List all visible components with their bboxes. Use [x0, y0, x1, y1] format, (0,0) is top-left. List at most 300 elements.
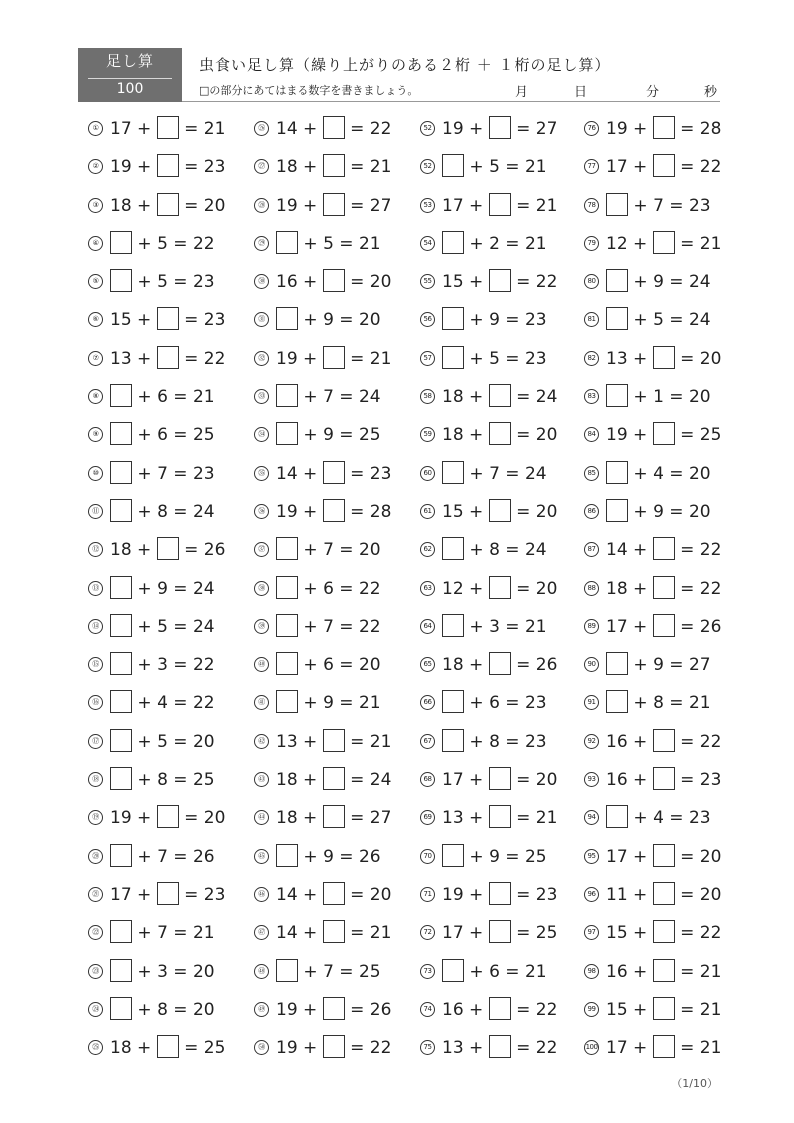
addend-value: 15 [442, 501, 464, 522]
equation: + 8 = 24 [110, 499, 215, 524]
answer-box[interactable] [606, 384, 628, 407]
problem-number: ⑪ [88, 504, 103, 519]
answer-box[interactable] [110, 461, 132, 484]
sum-value: 20 [203, 808, 226, 829]
answer-box[interactable] [653, 537, 675, 560]
problem-number: 60 [420, 466, 435, 481]
sum-value: 21 [699, 999, 722, 1020]
addend-value: 16 [606, 731, 628, 752]
problem-number: 94 [584, 810, 599, 825]
sum-value: 26 [203, 540, 226, 561]
equation: + 7 = 22 [276, 614, 381, 639]
equation: + 5 = 20 [110, 729, 215, 754]
equation: 17 + = 21 [442, 193, 557, 218]
answer-box[interactable] [489, 805, 511, 828]
problem-number: 84 [584, 427, 599, 442]
equation: + 6 = 21 [442, 959, 547, 984]
answer-box[interactable] [323, 767, 345, 790]
badge-divider [88, 78, 172, 79]
answer-box[interactable] [110, 652, 132, 675]
sum-value: 24 [524, 463, 547, 484]
second-label: 秒 [704, 85, 718, 100]
problem-number: 99 [584, 1002, 599, 1017]
addend-value: 9 [489, 310, 500, 331]
sum-value: 25 [192, 770, 215, 791]
problem-item [582, 151, 742, 189]
problem-number: 65 [420, 657, 435, 672]
problem-number: 93 [584, 772, 599, 787]
sum-value: 20 [688, 501, 711, 522]
answer-box[interactable] [157, 346, 179, 369]
problem-number: 52 [420, 159, 435, 174]
answer-box[interactable] [110, 920, 132, 943]
sum-value: 21 [699, 233, 722, 254]
problem-item [582, 190, 742, 228]
problem-number: 90 [584, 657, 599, 672]
answer-box[interactable] [276, 652, 298, 675]
equation: 18 + = 26 [110, 537, 225, 562]
equation: 12 + = 20 [442, 576, 557, 601]
answer-box[interactable] [323, 499, 345, 522]
answer-box[interactable] [442, 614, 464, 637]
equation: 14 + = 22 [276, 116, 391, 141]
answer-box[interactable] [653, 844, 675, 867]
answer-box[interactable] [157, 193, 179, 216]
problem-item [252, 879, 412, 917]
answer-box[interactable] [110, 690, 132, 713]
problem-number: ⑥ [88, 312, 103, 327]
answer-box[interactable] [323, 346, 345, 369]
sum-value: 23 [524, 310, 547, 331]
addend-value: 8 [653, 693, 664, 714]
worksheet-header [78, 48, 720, 102]
answer-box[interactable] [323, 729, 345, 752]
answer-box[interactable] [653, 614, 675, 637]
answer-box[interactable] [110, 959, 132, 982]
answer-box[interactable] [323, 193, 345, 216]
problem-number: ㊽ [254, 964, 269, 979]
addend-value: 3 [489, 616, 500, 637]
equation: 19 + = 23 [110, 154, 225, 179]
answer-box[interactable] [323, 154, 345, 177]
equation: + 5 = 21 [442, 154, 547, 179]
answer-box[interactable] [653, 346, 675, 369]
equation: 18 + = 21 [276, 154, 391, 179]
answer-box[interactable] [606, 499, 628, 522]
answer-box[interactable] [653, 231, 675, 254]
answer-box[interactable] [653, 576, 675, 599]
answer-box[interactable] [323, 116, 345, 139]
equation: + 9 = 24 [606, 269, 711, 294]
problem-column-3 [418, 113, 578, 1070]
answer-box[interactable] [276, 690, 298, 713]
answer-box[interactable] [323, 997, 345, 1020]
category-badge [78, 48, 182, 102]
problem-item [86, 687, 246, 725]
answer-box[interactable] [442, 844, 464, 867]
answer-box[interactable] [276, 231, 298, 254]
answer-box[interactable] [110, 231, 132, 254]
answer-box[interactable] [157, 1035, 179, 1058]
equation: 14 + = 22 [606, 537, 721, 562]
problem-number: ⑤ [88, 274, 103, 289]
answer-box[interactable] [276, 422, 298, 445]
problem-number: ㊴ [254, 619, 269, 634]
month-label: 月 [515, 85, 529, 100]
sum-value: 21 [358, 233, 381, 254]
problem-number: 55 [420, 274, 435, 289]
addend-value: 13 [442, 808, 464, 829]
answer-box[interactable] [157, 805, 179, 828]
sum-value: 24 [535, 387, 558, 408]
sum-value: 21 [369, 731, 392, 752]
addend-value: 18 [442, 655, 464, 676]
answer-box[interactable] [110, 422, 132, 445]
answer-box[interactable] [110, 614, 132, 637]
problem-item [582, 304, 742, 342]
addend-value: 16 [606, 961, 628, 982]
problem-item [86, 228, 246, 266]
answer-box[interactable] [442, 346, 464, 369]
problem-item [252, 1032, 412, 1070]
problem-number: 79 [584, 236, 599, 251]
answer-box[interactable] [442, 231, 464, 254]
answer-box[interactable] [442, 959, 464, 982]
answer-box[interactable] [653, 882, 675, 905]
problem-number: ㊹ [254, 810, 269, 825]
problem-item [582, 343, 742, 381]
equation: 19 + = 23 [442, 882, 557, 907]
sum-value: 22 [535, 1038, 558, 1059]
problem-item [86, 841, 246, 879]
sum-value: 23 [203, 157, 226, 178]
problem-number: 54 [420, 236, 435, 251]
sum-value: 21 [699, 961, 722, 982]
problem-number: ㉗ [254, 159, 269, 174]
answer-box[interactable] [606, 652, 628, 675]
problem-item [418, 649, 578, 687]
sum-value: 28 [699, 119, 722, 139]
answer-box[interactable] [653, 997, 675, 1020]
addend-value: 17 [606, 1038, 628, 1059]
addend-value: 9 [323, 693, 334, 714]
equation: 13 + = 21 [442, 805, 557, 830]
problem-item [582, 764, 742, 802]
answer-box[interactable] [653, 767, 675, 790]
equation: + 5 = 23 [110, 269, 215, 294]
answer-box[interactable] [606, 461, 628, 484]
answer-box[interactable] [323, 1035, 345, 1058]
addend-value: 5 [157, 233, 168, 254]
equation: + 9 = 24 [110, 576, 215, 601]
sum-value: 26 [192, 846, 215, 867]
problem-item [86, 611, 246, 649]
addend-value: 6 [157, 425, 168, 446]
equation: 19 + = 22 [276, 1035, 391, 1060]
answer-box[interactable] [489, 576, 511, 599]
problem-item [582, 687, 742, 725]
problem-number: ㉙ [254, 236, 269, 251]
answer-box[interactable] [489, 882, 511, 905]
answer-box[interactable] [323, 805, 345, 828]
sum-value: 27 [688, 655, 711, 676]
problem-number: ⑯ [88, 695, 103, 710]
problem-number: ③ [88, 198, 103, 213]
problem-number: ㉛ [254, 312, 269, 327]
answer-box[interactable] [653, 116, 675, 139]
sum-value: 20 [192, 731, 215, 752]
answer-box[interactable] [653, 959, 675, 982]
answer-box[interactable] [157, 882, 179, 905]
problem-number: ⑩ [88, 466, 103, 481]
sum-value: 22 [369, 1038, 392, 1059]
addend-value: 7 [489, 463, 500, 484]
problem-item [252, 994, 412, 1032]
problem-item [582, 917, 742, 955]
answer-box[interactable] [110, 844, 132, 867]
addend-value: 19 [110, 808, 132, 829]
sum-value: 20 [535, 770, 558, 791]
equation: + 7 = 20 [276, 537, 381, 562]
problem-item [252, 151, 412, 189]
addend-value: 17 [606, 616, 628, 637]
sum-value: 27 [369, 808, 392, 829]
problem-number: ㉕ [88, 1040, 103, 1055]
sum-value: 26 [699, 616, 722, 637]
answer-box[interactable] [606, 269, 628, 292]
problem-item [86, 458, 246, 496]
problem-number: ㉜ [254, 351, 269, 366]
badge-title: 足し算 [105, 52, 154, 70]
answer-box[interactable] [489, 193, 511, 216]
sum-value: 20 [369, 884, 392, 905]
problem-number: ㊶ [254, 695, 269, 710]
addend-value: 7 [323, 540, 334, 561]
sum-value: 23 [524, 693, 547, 714]
answer-box[interactable] [110, 997, 132, 1020]
problem-number: ㊾ [254, 1002, 269, 1017]
addend-value: 7 [653, 195, 664, 216]
answer-box[interactable] [276, 576, 298, 599]
problem-number: 73 [420, 964, 435, 979]
sum-value: 21 [524, 233, 547, 254]
problem-number: ㊻ [254, 887, 269, 902]
answer-box[interactable] [489, 1035, 511, 1058]
equation: 17 + = 22 [606, 154, 721, 179]
addend-value: 18 [276, 157, 298, 178]
answer-box[interactable] [276, 307, 298, 330]
problem-number: ⑰ [88, 734, 103, 749]
sum-value: 25 [524, 846, 547, 867]
problem-item [252, 113, 412, 151]
problem-number: ⑱ [88, 772, 103, 787]
answer-box[interactable] [276, 384, 298, 407]
equation: 18 + = 24 [442, 384, 557, 409]
addend-value: 19 [276, 501, 298, 522]
problem-number: ㊷ [254, 734, 269, 749]
problem-item [86, 534, 246, 572]
addend-value: 19 [276, 348, 298, 369]
sum-value: 20 [699, 348, 722, 369]
answer-box[interactable] [606, 690, 628, 713]
answer-box[interactable] [442, 729, 464, 752]
equation: + 9 = 20 [606, 499, 711, 524]
answer-box[interactable] [110, 269, 132, 292]
addend-value: 18 [442, 387, 464, 408]
answer-box[interactable] [489, 116, 511, 139]
problem-item [582, 573, 742, 611]
equation: 15 + = 22 [442, 269, 557, 294]
problem-item [582, 841, 742, 879]
equation: 13 + = 22 [442, 1035, 557, 1060]
answer-box[interactable] [653, 154, 675, 177]
addend-value: 9 [157, 578, 168, 599]
answer-box[interactable] [276, 614, 298, 637]
problem-number: ㊳ [254, 581, 269, 596]
answer-box[interactable] [110, 576, 132, 599]
problem-number: 88 [584, 581, 599, 596]
problem-item [252, 917, 412, 955]
problem-number: ㉘ [254, 198, 269, 213]
sum-value: 21 [369, 348, 392, 369]
answer-box[interactable] [489, 997, 511, 1020]
answer-box[interactable] [157, 116, 179, 139]
answer-box[interactable] [323, 882, 345, 905]
problem-item [86, 496, 246, 534]
answer-box[interactable] [276, 844, 298, 867]
answer-box[interactable] [653, 920, 675, 943]
answer-box[interactable] [489, 269, 511, 292]
problem-item [582, 726, 742, 764]
answer-box[interactable] [110, 767, 132, 790]
problem-item [418, 266, 578, 304]
problem-number: 72 [420, 925, 435, 940]
problem-number: 63 [420, 581, 435, 596]
answer-box[interactable] [489, 499, 511, 522]
sum-value: 20 [535, 425, 558, 446]
equation: + 9 = 20 [276, 307, 381, 332]
problem-item [86, 113, 246, 151]
equation: 16 + = 20 [276, 269, 391, 294]
problem-number: 89 [584, 619, 599, 634]
header-divider [182, 101, 720, 102]
equation: 17 + = 26 [606, 614, 721, 639]
sum-value: 23 [688, 808, 711, 829]
problem-number: 92 [584, 734, 599, 749]
addend-value: 18 [276, 770, 298, 791]
answer-box[interactable] [323, 461, 345, 484]
problem-item [86, 266, 246, 304]
problem-number: ㉔ [88, 1002, 103, 1017]
addend-value: 6 [489, 693, 500, 714]
problem-number: 70 [420, 849, 435, 864]
answer-box[interactable] [606, 805, 628, 828]
answer-box[interactable] [489, 920, 511, 943]
sum-value: 23 [192, 272, 215, 293]
addend-value: 16 [276, 272, 298, 293]
equation: 17 + = 25 [442, 920, 557, 945]
answer-box[interactable] [653, 1035, 675, 1058]
problem-number: ㊲ [254, 542, 269, 557]
addend-value: 15 [110, 310, 132, 331]
sum-value: 23 [688, 195, 711, 216]
answer-box[interactable] [489, 384, 511, 407]
problem-item [86, 190, 246, 228]
answer-box[interactable] [606, 193, 628, 216]
answer-box[interactable] [157, 154, 179, 177]
problem-number: ㉒ [88, 925, 103, 940]
addend-value: 14 [276, 923, 298, 944]
problem-item [418, 802, 578, 840]
addend-value: 8 [489, 731, 500, 752]
answer-box[interactable] [489, 767, 511, 790]
problem-item [252, 649, 412, 687]
addend-value: 6 [323, 578, 334, 599]
problem-number: 57 [420, 351, 435, 366]
answer-box[interactable] [323, 920, 345, 943]
problem-number: 62 [420, 542, 435, 557]
addend-value: 17 [442, 195, 464, 216]
answer-box[interactable] [157, 537, 179, 560]
equation: + 9 = 26 [276, 844, 381, 869]
equation: + 7 = 23 [606, 193, 711, 218]
problem-number: 71 [420, 887, 435, 902]
answer-box[interactable] [442, 307, 464, 330]
addend-value: 5 [489, 157, 500, 178]
addend-value: 18 [606, 578, 628, 599]
answer-box[interactable] [110, 729, 132, 752]
answer-box[interactable] [323, 269, 345, 292]
answer-box[interactable] [442, 537, 464, 560]
problem-item [418, 611, 578, 649]
problem-item [418, 956, 578, 994]
answer-box[interactable] [110, 384, 132, 407]
answer-box[interactable] [442, 154, 464, 177]
answer-box[interactable] [110, 499, 132, 522]
problem-item [86, 151, 246, 189]
answer-box[interactable] [442, 461, 464, 484]
equation: 16 + = 23 [606, 767, 721, 792]
addend-value: 19 [442, 884, 464, 905]
problem-number: ㊱ [254, 504, 269, 519]
equation: + 9 = 23 [442, 307, 547, 332]
equation: 15 + = 21 [606, 997, 721, 1022]
equation: 15 + = 22 [606, 920, 721, 945]
answer-box[interactable] [157, 307, 179, 330]
equation: 19 + = 26 [276, 997, 391, 1022]
addend-value: 18 [110, 1038, 132, 1059]
problem-number: 66 [420, 695, 435, 710]
problem-item [418, 304, 578, 342]
problem-item [252, 190, 412, 228]
addend-value: 17 [606, 157, 628, 178]
problem-number: ⑧ [88, 389, 103, 404]
answer-box[interactable] [276, 537, 298, 560]
answer-box[interactable] [653, 729, 675, 752]
equation: + 9 = 21 [276, 690, 381, 715]
answer-box[interactable] [489, 652, 511, 675]
equation: + 8 = 25 [110, 767, 215, 792]
answer-box[interactable] [606, 307, 628, 330]
answer-box[interactable] [653, 422, 675, 445]
problem-number: ⑦ [88, 351, 103, 366]
answer-box[interactable] [442, 690, 464, 713]
answer-box[interactable] [276, 959, 298, 982]
answer-box[interactable] [489, 422, 511, 445]
addend-value: 9 [653, 501, 664, 522]
problem-number: ⑨ [88, 427, 103, 442]
sum-value: 22 [192, 233, 215, 254]
